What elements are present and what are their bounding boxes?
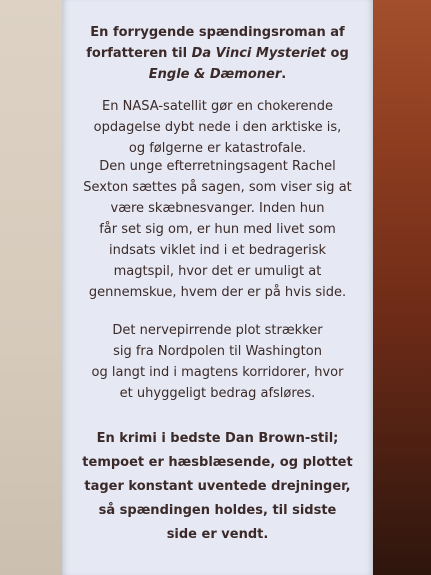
- text-line: får set sig om, er hun med livet som: [99, 222, 336, 237]
- text-line: tempoet er hæsblæsende, og plottet: [82, 455, 353, 470]
- paragraph-satellite: [62, 96, 373, 159]
- text-line: gennemskue, hvem der er på hvis side.: [88, 285, 347, 300]
- text-line: side er vendt.: [166, 527, 269, 542]
- book-cover-edge: [369, 0, 431, 575]
- intro-line-1: En forrygende spændingsroman af: [90, 25, 345, 40]
- text-line: Sexton sættes på sagen, som viser sig at: [83, 180, 352, 195]
- text-line: og langt ind i magtens korridorer, hvor: [91, 365, 344, 380]
- paragraph-plot: [62, 320, 373, 404]
- text-line: sig fra Nordpolen til Washington: [113, 344, 322, 359]
- intro-line-2: forfatteren til Da Vinci Mysteriet og: [86, 46, 349, 61]
- back-cover-panel: [62, 0, 373, 575]
- text-line: En NASA-satellit gør en chokerende: [102, 99, 333, 114]
- paragraph-review: [62, 427, 373, 547]
- text-line: så spændingen holdes, til sidste: [98, 503, 337, 518]
- text-line: og følgerne er katastrofale.: [128, 141, 307, 156]
- background-left: [0, 0, 64, 575]
- book-title-engle: Engle & Dæmoner: [148, 67, 282, 82]
- intro-line-3: Engle & Dæmoner.: [148, 67, 287, 82]
- text-line: opdagelse dybt nede i den arktiske is,: [93, 120, 342, 135]
- paragraph-agent: [62, 156, 373, 303]
- text-line: være skæbnesvanger. Inden hun: [110, 201, 325, 216]
- text-line: magtspil, hvor det er umuligt at: [113, 264, 322, 279]
- text-line: et uhyggeligt bedrag afsløres.: [119, 386, 316, 401]
- text-line: Den unge efterretningsagent Rachel: [99, 159, 336, 174]
- intro-paragraph: [62, 22, 373, 85]
- text-line: En krimi i bedste Dan Brown-stil;: [96, 431, 339, 446]
- text-line: indsats viklet ind i et bedragerisk: [108, 243, 327, 258]
- text-line: tager konstant uventede drejninger,: [84, 479, 351, 494]
- text-line: Det nervepirrende plot strækker: [112, 323, 323, 338]
- book-title-da-vinci: Da Vinci Mysteriet: [191, 46, 326, 61]
